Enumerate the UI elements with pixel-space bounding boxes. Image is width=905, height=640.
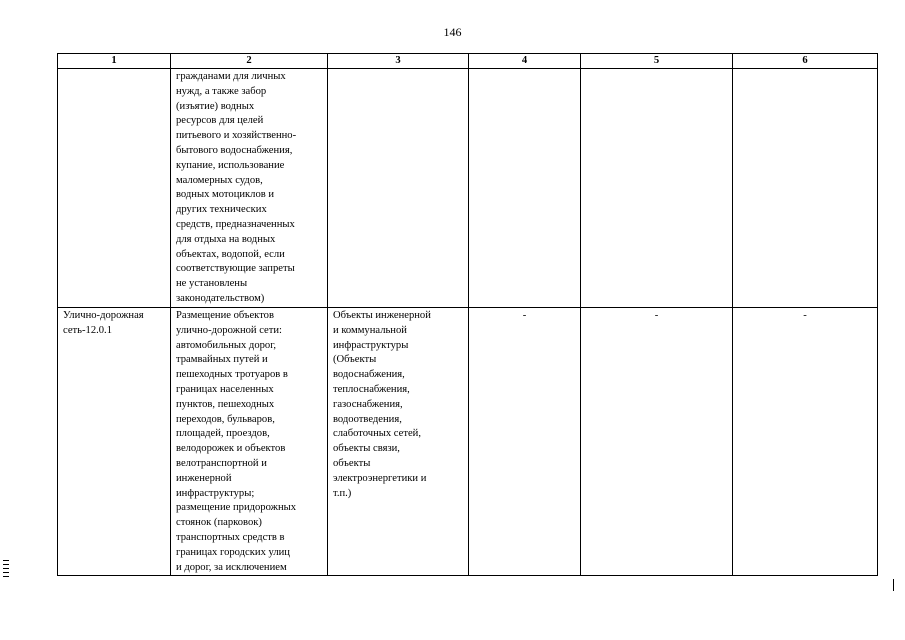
header-col-6: 6: [733, 54, 878, 69]
header-col-2: 2: [171, 54, 328, 69]
cell-text: Размещение объектов улично-дорожной сети: автомобильных дорог, трамвайных путей и пешеходных тротуаров в границах населенных пунктов, пешеходных переходов, бульваров, площадей, проездов, велодорожек и объектов велотранспортной и инженерной инфраструктуры; размещение придорожных стоянок (парковок) транспортных средств в границах городских улиц и дорог, за исключением: [176, 310, 297, 573]
table-cell: [469, 308, 581, 576]
table-row: [58, 69, 878, 308]
table-cell: [328, 308, 469, 576]
table-cell: [58, 308, 171, 576]
header-col-3: 3: [328, 54, 469, 69]
header-col-1: 1: [58, 54, 171, 69]
cell-text: -: [522, 310, 527, 321]
table-header-row: [58, 54, 878, 69]
table-cell: [733, 69, 878, 308]
table-row: [58, 308, 878, 576]
table-cell: [171, 308, 328, 576]
table-cell: [328, 69, 469, 308]
table-cell: [171, 69, 328, 308]
cell-text: гражданами для личных нужд, а также забор (изъятие) водных ресурсов для целей питьевого и хозяйственно- бытового водоснабжения, купание, использование маломерных судов, водных мотоциклов и других технических средств, предназначенных для отдыха на водных объектах, водопой, если соответствующие запреты не установлены законодательством): [176, 71, 297, 304]
cell-text: Объекты инженерной и коммунальной инфраструктуры (Объекты водоснабжения, теплоснабжения, газоснабжения, водоотведения, слаботочных сетей, объекты связи, объекты электроэнергетики и т.п.): [333, 310, 431, 499]
zoning-table: [57, 53, 878, 576]
scan-margin-marks: [3, 560, 11, 580]
cell-text: Улично-дорожная сеть-12.0.1: [63, 310, 144, 336]
cell-text: -: [803, 310, 807, 321]
table-cell: [581, 308, 733, 576]
cell-text: -: [654, 310, 659, 321]
page-number: 146: [443, 25, 462, 39]
table-cell: [469, 69, 581, 308]
scan-edge-mark: [893, 579, 894, 591]
table-cell: [581, 69, 733, 308]
header-col-4: 4: [469, 54, 581, 69]
table-cell: [58, 69, 171, 308]
header-col-5: 5: [581, 54, 733, 69]
table-cell: [733, 308, 878, 576]
